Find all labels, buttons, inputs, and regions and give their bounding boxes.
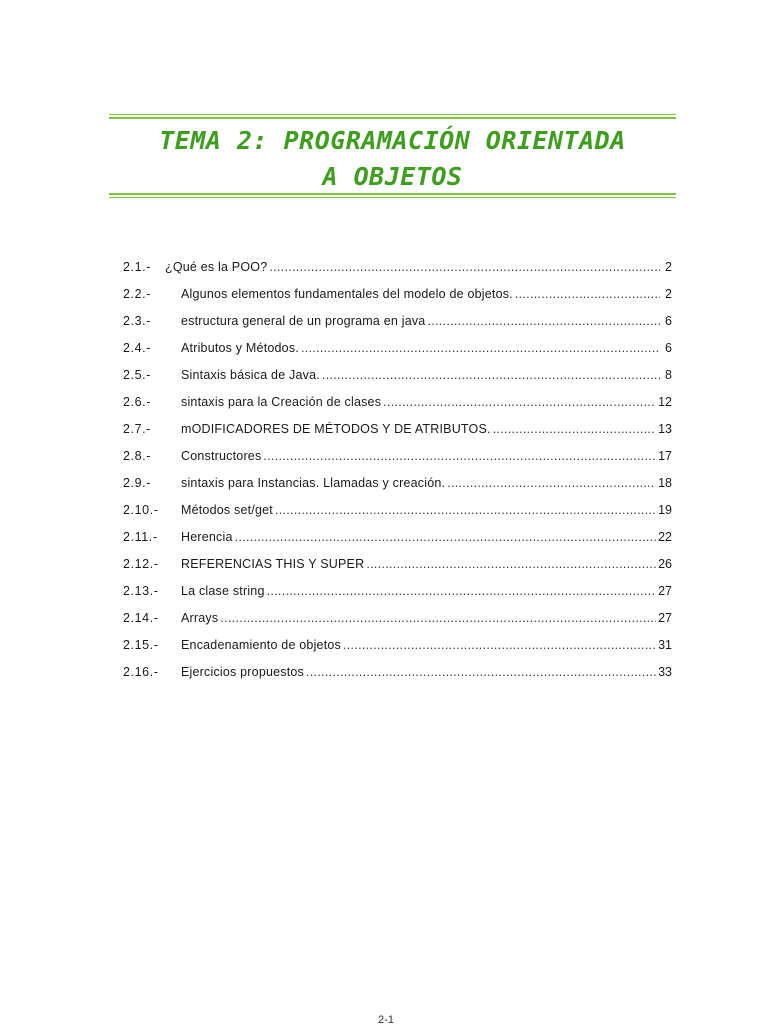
toc-dot-leader	[447, 473, 656, 493]
toc-entry[interactable]	[123, 338, 672, 365]
toc-entry[interactable]	[123, 581, 672, 608]
toc-dot-leader	[269, 257, 660, 277]
toc-entry-number: 2.6.-	[123, 395, 152, 409]
toc-entry-number: 2.9.-	[123, 476, 152, 490]
toc-entry-number: 2.15.-	[123, 638, 159, 652]
toc-entry-page: 6	[665, 314, 672, 328]
toc-entry-label: estructura general de un programa en java	[181, 314, 426, 328]
toc-dot-leader	[267, 581, 656, 601]
toc-entry[interactable]	[123, 500, 672, 527]
title-top-rule	[109, 114, 676, 119]
toc-dot-leader	[493, 419, 656, 439]
title-top-rule-thick	[109, 117, 676, 119]
toc-entry-number: 2.7.-	[123, 422, 152, 436]
toc-entry-page: 27	[658, 611, 672, 625]
toc-entry-label: Encadenamiento de objetos	[181, 638, 341, 652]
toc-entry[interactable]	[123, 419, 672, 446]
toc-entry-number: 2.16.-	[123, 665, 159, 679]
toc-entry-page: 2	[665, 287, 672, 301]
toc-entry[interactable]	[123, 257, 672, 284]
toc-entry-label: Sintaxis básica de Java.	[181, 368, 320, 382]
toc-dot-leader	[220, 608, 656, 628]
toc-entry-number: 2.5.-	[123, 368, 152, 382]
toc-entry-page: 31	[658, 638, 672, 652]
toc-entry[interactable]	[123, 311, 672, 338]
title-bottom-rule-thin	[109, 197, 676, 198]
toc-dot-leader	[263, 446, 656, 466]
toc-dot-leader	[366, 554, 656, 574]
page-title-line-2: A OBJETOS	[322, 162, 463, 191]
toc-entry-number: 2.3.-	[123, 314, 152, 328]
toc-entry-page: 26	[658, 557, 672, 571]
toc-entry-page: 13	[658, 422, 672, 436]
toc-entry[interactable]	[123, 446, 672, 473]
toc-entry[interactable]	[123, 473, 672, 500]
toc-entry[interactable]	[123, 284, 672, 311]
toc-entry[interactable]	[123, 554, 672, 581]
toc-entry-number: 2.13.-	[123, 584, 159, 598]
toc-entry-page: 22	[658, 530, 672, 544]
toc-entry-label: Algunos elementos fundamentales del modelo de objetos.	[181, 287, 513, 301]
toc-entry-label: La clase string	[181, 584, 265, 598]
toc-dot-leader	[301, 338, 660, 358]
toc-entry[interactable]	[123, 608, 672, 635]
toc-entry-label: ¿Qué es la POO?	[165, 260, 268, 274]
toc-entry-page: 8	[665, 368, 672, 382]
toc-entry[interactable]	[123, 392, 672, 419]
toc-entry-label: REFERENCIAS THIS Y SUPER	[181, 557, 365, 571]
toc-entry-label: Métodos set/get	[181, 503, 273, 517]
toc-entry[interactable]	[123, 635, 672, 662]
title-bottom-rule-thick	[109, 193, 676, 195]
footer-page-number: 2-1	[378, 1014, 394, 1026]
toc-entry-number: 2.1.-	[123, 260, 152, 274]
page-title	[109, 123, 676, 195]
toc-entry[interactable]	[123, 527, 672, 554]
title-top-rule-thin	[109, 114, 676, 115]
toc-entry-label: sintaxis para la Creación de clases	[181, 395, 382, 409]
toc-entry-number: 2.2.-	[123, 287, 152, 301]
toc-entry-number: 2.8.-	[123, 449, 152, 463]
toc-entry-page: 19	[658, 503, 672, 517]
toc-entry[interactable]	[123, 662, 672, 689]
toc-entry-page: 12	[658, 395, 672, 409]
title-block	[109, 114, 676, 200]
toc-dot-leader	[383, 392, 656, 412]
toc-entry-label: Ejercicios propuestos	[181, 665, 305, 679]
toc-entry-label: Atributos y Métodos.	[181, 341, 299, 355]
toc-entry-number: 2.4.-	[123, 341, 152, 355]
toc-dot-leader	[275, 500, 656, 520]
toc-entry-label: Constructores	[181, 449, 262, 463]
toc-dot-leader	[427, 311, 660, 331]
toc-dot-leader	[322, 365, 660, 385]
toc-entry-number: 2.14.-	[123, 611, 159, 625]
toc-entry-number: 2.10.-	[123, 503, 159, 517]
toc-entry-label: Herencia	[181, 530, 233, 544]
page-title-line-1: TEMA 2: PROGRAMACIÓN ORIENTADA	[159, 126, 626, 155]
toc-entry-page: 18	[658, 476, 672, 490]
toc-dot-leader	[235, 527, 656, 547]
title-bottom-rule	[109, 193, 676, 198]
toc-entry-page: 6	[665, 341, 672, 355]
toc-entry-number: 2.11.-	[123, 530, 158, 544]
toc-entry-label: Arrays	[181, 611, 219, 625]
toc-entry-label: sintaxis para Instancias. Llamadas y creación.	[181, 476, 446, 490]
toc-entry-label: mODIFICADORES DE MÉTODOS Y DE ATRIBUTOS.	[181, 422, 491, 436]
table-of-contents	[123, 257, 672, 689]
toc-dot-leader	[343, 635, 656, 655]
toc-entry-page: 33	[658, 665, 672, 679]
toc-entry-page: 17	[658, 449, 672, 463]
toc-dot-leader	[306, 662, 656, 682]
toc-entry-number: 2.12.-	[123, 557, 159, 571]
toc-dot-leader	[515, 284, 660, 304]
toc-entry-page: 27	[658, 584, 672, 598]
toc-entry-page: 2	[665, 260, 672, 274]
toc-entry[interactable]	[123, 365, 672, 392]
